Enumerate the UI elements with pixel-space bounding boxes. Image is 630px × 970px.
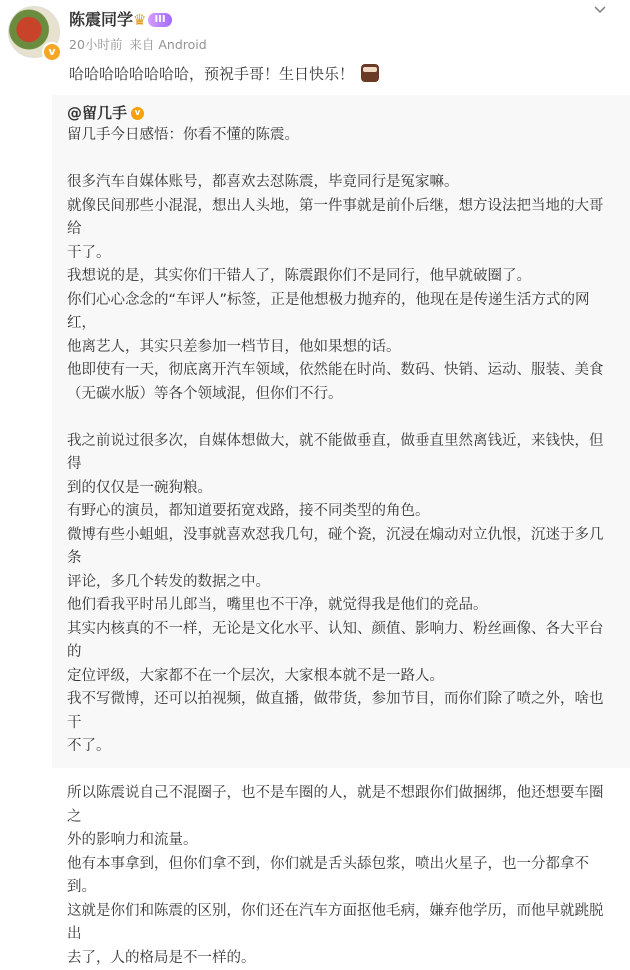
post-meta — [69, 37, 207, 53]
post-text-content: 哈哈哈哈哈哈哈哈，预祝手哥！生日快乐！ — [69, 65, 354, 83]
retweet-line: 他有本事拿到，但你们拿不到，你们就是舌头舔包浆，喷出火星子，也一分都拿不到。 — [67, 853, 607, 900]
verified-badge-icon: v — [131, 107, 144, 120]
retweet-author[interactable] — [67, 103, 144, 123]
retweet-card[interactable] — [52, 95, 630, 768]
retweet-line: 所以陈震说自己不混圈子，也不是车圈的人，就是不想跟你们做捆绑，他还想要车圈之 — [67, 782, 607, 829]
retweet-line: 很多汽车自媒体账号，都喜欢去怼陈震，毕竟同行是冤家嘛。 — [67, 171, 607, 195]
chevron-down-icon[interactable] — [592, 4, 608, 18]
retweet-line: 到的仅仅是一碗狗粮。 — [67, 477, 607, 501]
retweet-line: 他离艺人，其实只差参加一档节目，他如果想的话。 — [67, 336, 607, 360]
verified-badge-icon: v — [42, 42, 62, 62]
retweet-line: 留几手今日感悟：你看不懂的陈震。 — [67, 124, 607, 148]
retweet-line: 微博有些小蛆蛆，没事就喜欢怼我几句，碰个瓷，沉浸在煽动对立仇恨，沉迷于多几条 — [67, 524, 607, 571]
paragraph-gap — [67, 406, 607, 430]
retweet-line: 评论，多几个转发的数据之中。 — [67, 571, 607, 595]
retweet-line: 我之前说过很多次，自媒体想做大，就不能做垂直，做垂直里然离钱近，来钱快，但得 — [67, 430, 607, 477]
retweet-line: 干了。 — [67, 242, 607, 266]
retweet-line: 去了，人的格局是不一样的。 — [67, 947, 607, 970]
retweet-body — [67, 124, 607, 970]
crown-icon: ♛ — [133, 12, 146, 28]
retweet-line: 我想说的是，其实你们干错人了，陈震跟你们不是同行，他早就破圈了。 — [67, 265, 607, 289]
retweet-line: 就像民间那些小混混，想出人头地，第一件事就是前仆后继，想方设法把当地的大哥给 — [67, 195, 607, 242]
retweet-line: （无碳水版）等各个领域混，但你们不行。 — [67, 383, 607, 407]
cake-emoji-icon — [361, 64, 379, 82]
vip-badge[interactable] — [133, 12, 172, 28]
vip-level: III — [148, 13, 171, 27]
author-name[interactable]: 陈震同学 — [69, 10, 133, 30]
post-time[interactable]: 20小时前 — [69, 37, 122, 52]
post-source: 来自 Android — [129, 37, 206, 52]
paragraph-gap — [67, 759, 607, 783]
retweet-line: 这就是你们和陈震的区别，你们还在汽车方面抠他毛病，嫌弃他学历，而他早就跳脱出 — [67, 900, 607, 947]
retweet-line: 定位评级，大家都不在一个层次，大家根本就不是一路人。 — [67, 665, 607, 689]
retweet-line: 你们心心念念的“车评人”标签，正是他想极力抛弃的，他现在是传递生活方式的网红， — [67, 289, 607, 336]
retweet-line: 有野心的演员，都知道要拓宽戏路，接不同类型的角色。 — [67, 500, 607, 524]
retweet-line: 他即使有一天，彻底离开汽车领域，依然能在时尚、数码、快销、运动、服装、美食 — [67, 359, 607, 383]
retweet-line: 他们看我平时吊儿郎当，嘴里也不干净，就觉得我是他们的竞品。 — [67, 594, 607, 618]
post-text — [69, 63, 379, 85]
retweet-line: 不了。 — [67, 735, 607, 759]
retweet-author-name[interactable]: @留几手 — [67, 103, 127, 123]
retweet-line: 其实内核真的不一样，无论是文化水平、认知、颜值、影响力、粉丝画像、各大平台的 — [67, 618, 607, 665]
retweet-line: 我不写微博，还可以拍视频，做直播，做带货，参加节目，而你们除了喷之外，啥也干 — [67, 688, 607, 735]
paragraph-gap — [67, 148, 607, 172]
retweet-line: 外的影响力和流量。 — [67, 829, 607, 853]
